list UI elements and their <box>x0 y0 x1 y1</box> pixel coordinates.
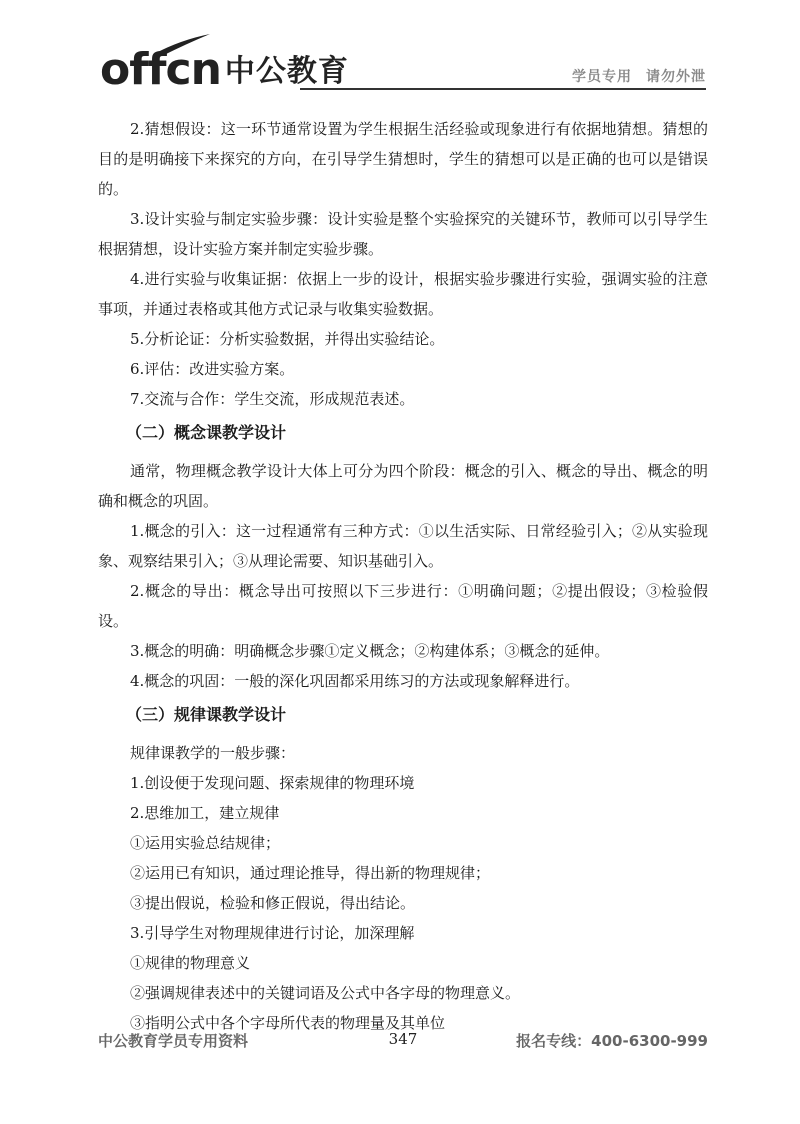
header-notice-students-only: 学员专用 <box>572 69 632 85</box>
section-heading-concept: （二）概念课教学设计 <box>126 423 287 442</box>
law-line: 2.思维加工，建立规律 <box>130 804 280 822</box>
paragraph-evaluation: 6.评估：改进实验方案。 <box>130 360 295 378</box>
header-rule <box>300 88 706 90</box>
law-line: ①规律的物理意义 <box>130 954 251 972</box>
law-line: 规律课教学的一般步骤： <box>130 744 296 762</box>
header-notice <box>572 66 706 86</box>
law-line: 3.引导学生对物理规律进行讨论，加深理解 <box>130 924 415 942</box>
page-number: 347 <box>388 1030 418 1048</box>
law-line: ③指明公式中各个字母所代表的物理量及其单位 <box>130 1014 446 1032</box>
paragraph-conduct-experiment: 4.进行实验与收集证据：依据上一步的设计，根据实验步骤进行实验，强调实验的注意事项，并通过表格或其他方式记录与收集实验数据。 <box>98 270 708 318</box>
law-line: ③提出假说，检验和修正假说，得出结论。 <box>130 894 416 912</box>
law-line: 1.创设便于发现问题、探索规律的物理环境 <box>130 774 415 792</box>
law-line: ②运用已有知识，通过理论推导，得出新的物理规律； <box>130 864 491 882</box>
footer-hotline: 报名专线：400-6300-999 <box>516 1032 708 1050</box>
law-line: ②强调规律表述中的关键词语及公式中各字母的物理意义。 <box>130 984 521 1002</box>
paragraph-concept-clarification: 3.概念的明确：明确概念步骤①定义概念；②构建体系；③概念的延伸。 <box>130 642 610 660</box>
paragraph-analysis: 5.分析论证：分析实验数据，并得出实验结论。 <box>130 330 445 348</box>
footer-material-label: 中公教育学员专用资料 <box>98 1032 249 1050</box>
logo-swoosh-icon <box>152 32 212 58</box>
paragraph-concept-consolidation: 4.概念的巩固：一般的深化巩固都采用练习的方法或现象解释进行。 <box>130 672 580 690</box>
paragraph-design-experiment: 3.设计实验与制定实验步骤：设计实验是整个实验探究的关键环节，教师可以引导学生根据猜想，设计实验方案并制定实验步骤。 <box>98 210 708 258</box>
law-line: ①运用实验总结规律； <box>130 834 281 852</box>
page-header <box>100 38 706 94</box>
paragraph-concept-introduction: 1.概念的引入：这一过程通常有三种方式：①以生活实际、日常经验引入；②从实验现象、观察结果引入；③从理论需要、知识基础引入。 <box>98 522 708 570</box>
section-heading-law: （三）规律课教学设计 <box>126 705 287 724</box>
paragraph-hypothesis: 2.猜想假设：这一环节通常设置为学生根据生活经验或现象进行有依据地猜想。猜想的目的是明确接下来探究的方向，在引导学生猜想时，学生的猜想可以是正确的也可以是错误的。 <box>98 120 708 198</box>
page-content <box>98 114 708 1038</box>
logo-chinese-text: 中公教育 <box>224 54 349 89</box>
paragraph-communication: 7.交流与合作：学生交流，形成规范表述。 <box>130 390 415 408</box>
header-notice-no-leak: 请勿外泄 <box>646 69 706 85</box>
page-footer <box>98 1030 708 1056</box>
paragraph-concept-derivation: 2.概念的导出：概念导出可按照以下三步进行：①明确问题；②提出假设；③检验假设。 <box>98 582 708 630</box>
paragraph-concept-intro: 通常，物理概念教学设计大体上可分为四个阶段：概念的引入、概念的导出、概念的明确和概念的巩固。 <box>98 462 708 510</box>
logo-latin-text: offcn <box>100 44 221 95</box>
offcn-logo <box>100 40 349 95</box>
